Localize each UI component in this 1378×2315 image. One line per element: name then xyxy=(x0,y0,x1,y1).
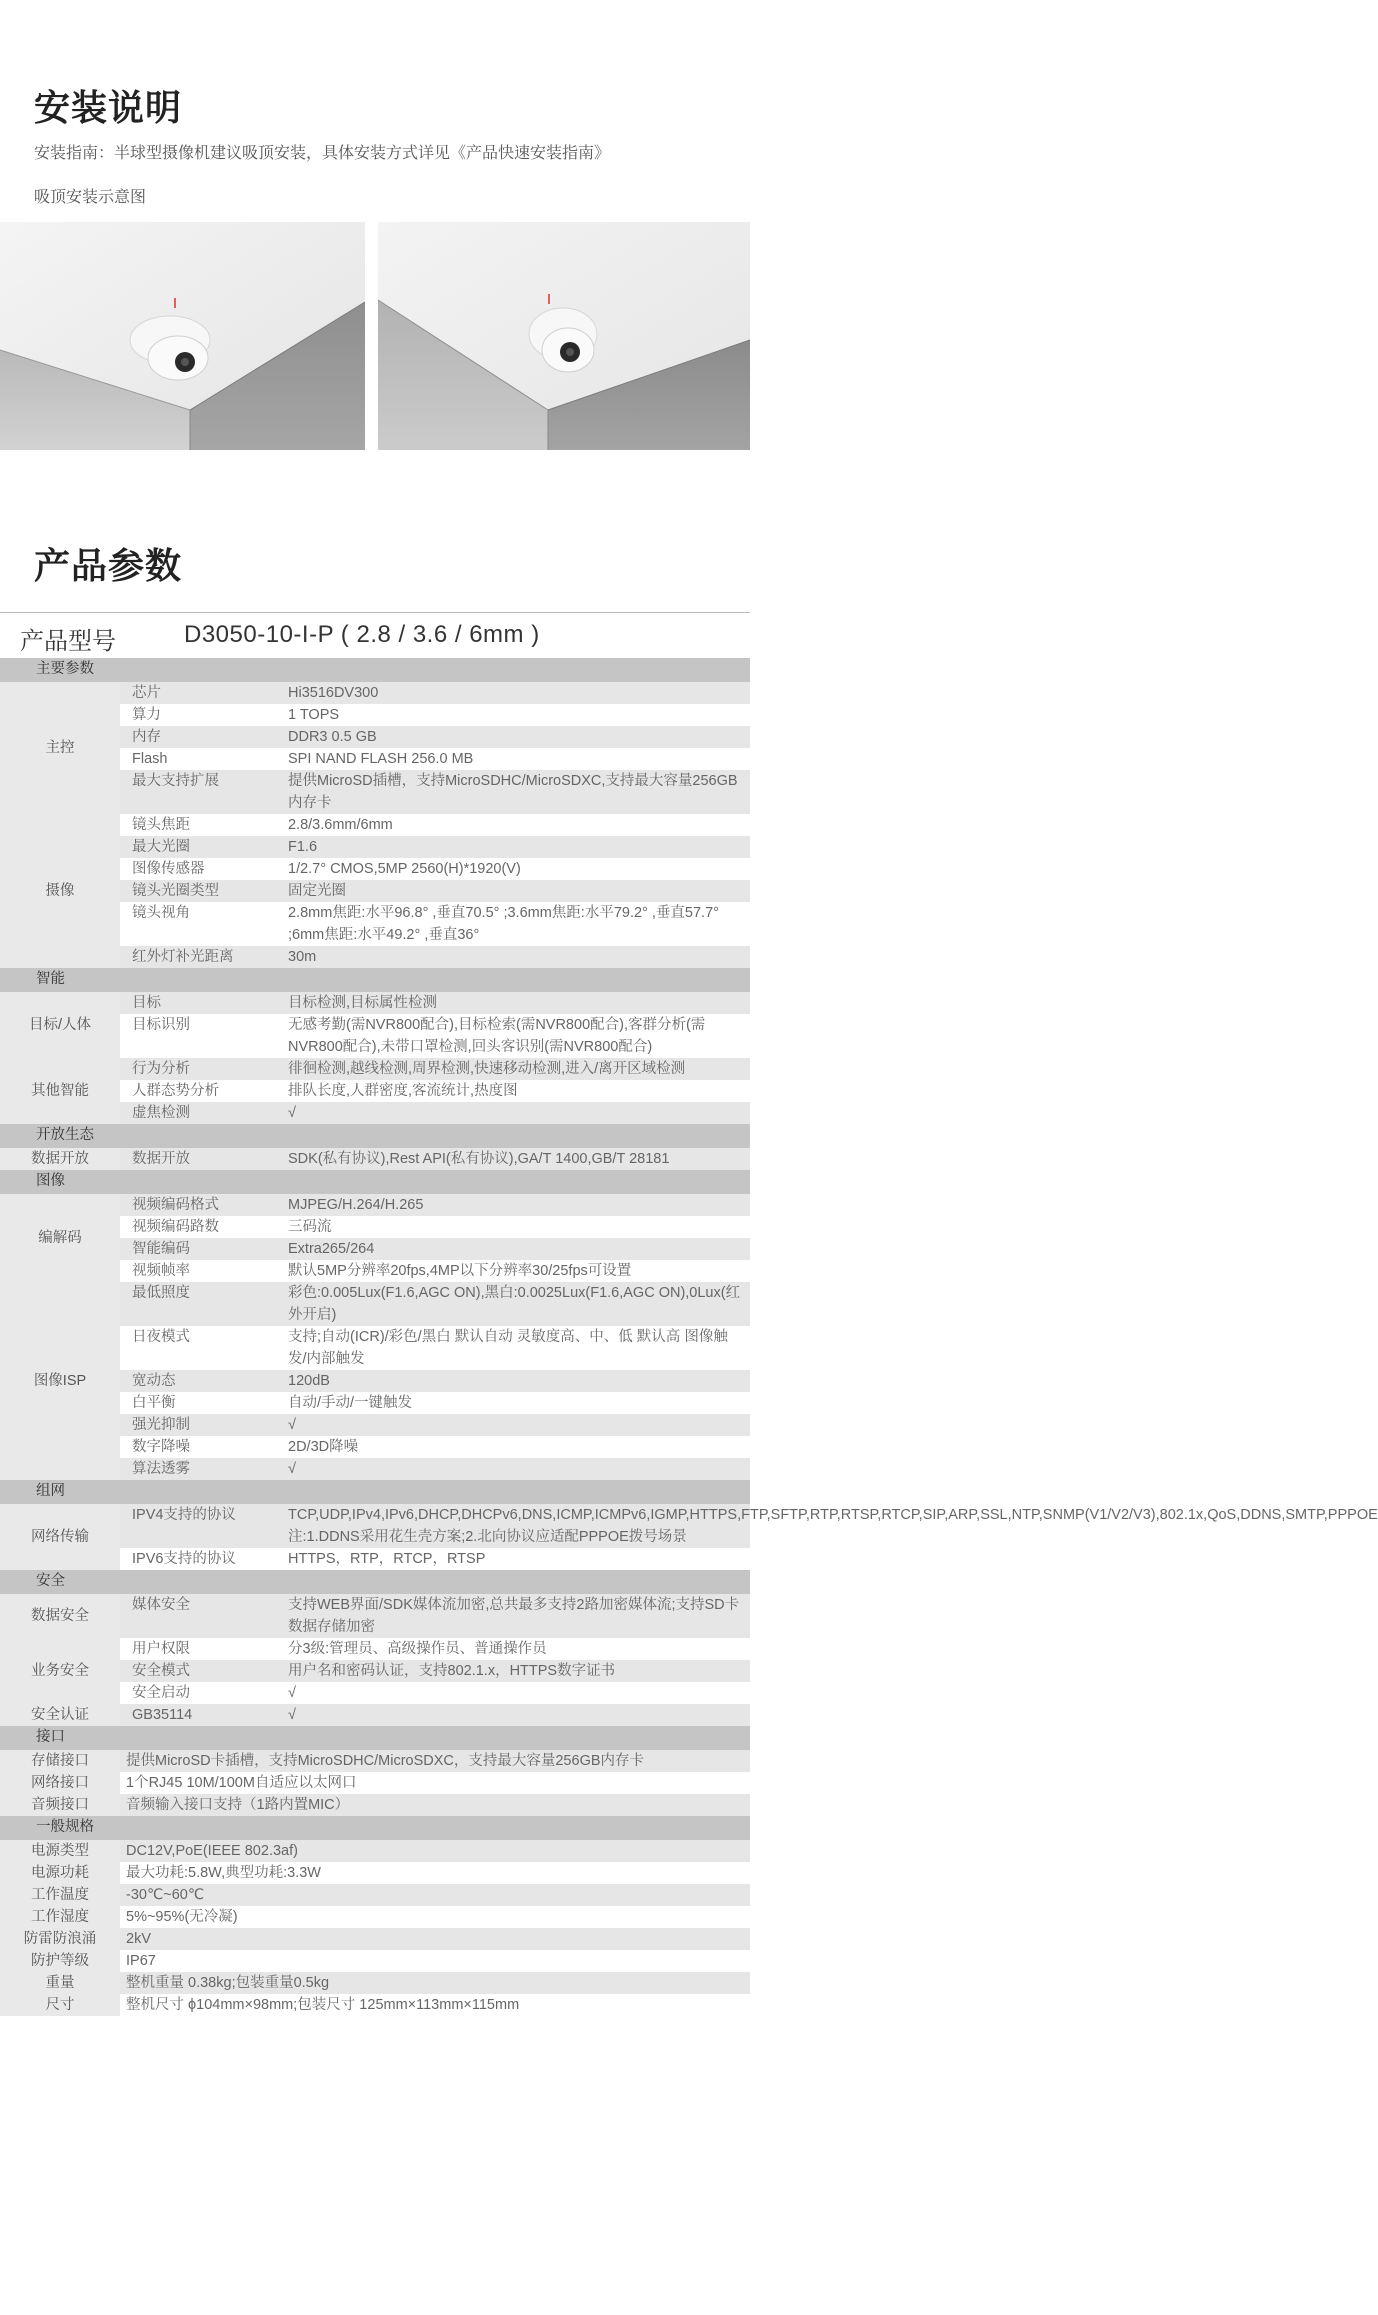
spec-row xyxy=(0,1282,750,1326)
section-header-label: 接口 xyxy=(0,1726,750,1750)
spec-key: GB35114 xyxy=(120,1704,284,1726)
spec-key: 防雷防浪涌 xyxy=(0,1928,120,1950)
spec-key: 视频编码格式 xyxy=(120,1194,284,1216)
spec-row xyxy=(0,992,750,1014)
spec-value: 1个RJ45 10M/100M自适应以太网口 xyxy=(120,1772,750,1794)
spec-row xyxy=(0,1148,750,1170)
section-header xyxy=(0,1480,750,1504)
spec-key: 目标识别 xyxy=(120,1014,284,1058)
spec-value: 无感考勤(需NVR800配合),目标检索(需NVR800配合),客群分析(需NVR800配合),未带口罩检测,回头客识别(需NVR800配合) xyxy=(284,1014,750,1058)
spec-row xyxy=(0,814,750,836)
section-header xyxy=(0,1726,750,1750)
spec-row xyxy=(0,1504,750,1548)
spec-row xyxy=(0,1638,750,1660)
section-header-label: 安全 xyxy=(0,1570,750,1594)
spec-table xyxy=(0,658,1378,2016)
spec-value: 目标检测,目标属性检测 xyxy=(284,992,750,1014)
spec-key: 工作温度 xyxy=(0,1884,120,1906)
spec-key: 媒体安全 xyxy=(120,1594,284,1638)
spec-value: 2kV xyxy=(120,1928,750,1950)
spec-key: 音频接口 xyxy=(0,1794,120,1816)
spec-key: 图像传感器 xyxy=(120,858,284,880)
group-label: 目标/人体 xyxy=(0,992,120,1058)
group-label: 其他智能 xyxy=(0,1058,120,1124)
spec-value: √ xyxy=(284,1102,750,1124)
ceiling-install-photo-right xyxy=(378,222,750,450)
spec-key: Flash xyxy=(120,748,284,770)
group-label: 数据开放 xyxy=(0,1148,120,1170)
spec-key: IPV6支持的协议 xyxy=(120,1548,284,1570)
spec-value: HTTPS，RTP，RTCP，RTSP xyxy=(284,1548,750,1570)
spec-row xyxy=(0,1950,750,1972)
spec-key: 宽动态 xyxy=(120,1370,284,1392)
spec-key: 电源类型 xyxy=(0,1840,120,1862)
spec-key: 人群态势分析 xyxy=(120,1080,284,1102)
spec-value: √ xyxy=(284,1704,750,1726)
section-header-label: 智能 xyxy=(0,968,750,992)
spec-value: 1/2.7° CMOS,5MP 2560(H)*1920(V) xyxy=(284,858,750,880)
spec-value: 默认5MP分辨率20fps,4MP以下分辨率30/25fps可设置 xyxy=(284,1260,750,1282)
section-header xyxy=(0,1816,750,1840)
section-header xyxy=(0,1170,750,1194)
spec-value: MJPEG/H.264/H.265 xyxy=(284,1194,750,1216)
section-header-label: 主要参数 xyxy=(0,658,750,682)
spec-key: 重量 xyxy=(0,1972,120,1994)
spec-value: 自动/手动/一键触发 xyxy=(284,1392,750,1414)
spec-value: 提供MicroSD卡插槽，支持MicroSDHC/MicroSDXC，支持最大容量256GB内存卡 xyxy=(120,1750,750,1772)
group-label: 网络传输 xyxy=(0,1504,120,1570)
spec-value: 排队长度,人群密度,客流统计,热度图 xyxy=(284,1080,750,1102)
group-label: 业务安全 xyxy=(0,1638,120,1704)
spec-row xyxy=(0,1194,750,1216)
spec-value: 2.8mm焦距:水平96.8° ,垂直70.5° ;3.6mm焦距:水平79.2° ,垂直57.7° ;6mm焦距:水平49.2° ,垂直36° xyxy=(284,902,750,946)
spec-value: 120dB xyxy=(284,1370,750,1392)
spec-value: SDK(私有协议),Rest API(私有协议),GA/T 1400,GB/T 28181 xyxy=(284,1148,750,1170)
spec-value: Hi3516DV300 xyxy=(284,682,750,704)
section-header-label: 一般规格 xyxy=(0,1816,750,1840)
spec-value: Extra265/264 xyxy=(284,1238,750,1260)
spec-key: 数据开放 xyxy=(120,1148,284,1170)
section-header-label: 组网 xyxy=(0,1480,750,1504)
spec-key: 强光抑制 xyxy=(120,1414,284,1436)
spec-key: 最大光圈 xyxy=(120,836,284,858)
spec-key: 视频编码路数 xyxy=(120,1216,284,1238)
spec-key: 镜头视角 xyxy=(120,902,284,946)
group-label: 图像ISP xyxy=(0,1282,120,1480)
section-header xyxy=(0,968,750,992)
ceiling-install-photo-left xyxy=(0,222,365,450)
spec-key: 虚焦检测 xyxy=(120,1102,284,1124)
spec-value: 30m xyxy=(284,946,750,968)
spec-value: SPI NAND FLASH 256.0 MB xyxy=(284,748,750,770)
spec-key: 行为分析 xyxy=(120,1058,284,1080)
group-label: 摄像 xyxy=(0,814,120,968)
spec-key: 日夜模式 xyxy=(120,1326,284,1370)
install-caption: 吸顶安装示意图 xyxy=(34,189,147,206)
spec-key: 网络接口 xyxy=(0,1772,120,1794)
spec-value: 提供MicroSD插槽，支持MicroSDHC/MicroSDXC,支持最大容量256GB内存卡 xyxy=(284,770,750,814)
spec-value: DC12V,PoE(IEEE 802.3af) xyxy=(120,1840,750,1862)
spec-key: 用户权限 xyxy=(120,1638,284,1660)
spec-value: 支持;自动(ICR)/彩色/黑白 默认自动 灵敏度高、中、低 默认高 图像触发/内部触发 xyxy=(284,1326,750,1370)
spec-row xyxy=(0,1928,750,1950)
spec-value: 整机重量 0.38kg;包装重量0.5kg xyxy=(120,1972,750,1994)
spec-value: 分3级:管理员、高级操作员、普通操作员 xyxy=(284,1638,750,1660)
section-header xyxy=(0,1124,750,1148)
spec-key: 红外灯补光距离 xyxy=(120,946,284,968)
install-guide: 安装指南：半球型摄像机建议吸顶安装，具体安装方式详见《产品快速安装指南》 xyxy=(34,145,611,162)
spec-key: 电源功耗 xyxy=(0,1862,120,1884)
spec-key: 目标 xyxy=(120,992,284,1014)
spec-key: 内存 xyxy=(120,726,284,748)
spec-value: -30℃~60℃ xyxy=(120,1884,750,1906)
spec-row xyxy=(0,1884,750,1906)
spec-row xyxy=(0,1594,750,1638)
spec-key: IPV4支持的协议 xyxy=(120,1504,284,1548)
spec-value: 2D/3D降噪 xyxy=(284,1436,750,1458)
spec-key: 算力 xyxy=(120,704,284,726)
group-label: 主控 xyxy=(0,682,120,814)
spec-value: √ xyxy=(284,1458,750,1480)
spec-value: F1.6 xyxy=(284,836,750,858)
spec-key: 存储接口 xyxy=(0,1750,120,1772)
spec-row xyxy=(0,1058,750,1080)
spec-key: 芯片 xyxy=(120,682,284,704)
spec-key: 视频帧率 xyxy=(120,1260,284,1282)
spec-value: 用户名和密码认证，支持802.1.x，HTTPS数字证书 xyxy=(284,1660,750,1682)
spec-value: 整机尺寸 ϕ104mm×98mm;包装尺寸 125mm×113mm×115mm xyxy=(120,1994,750,2016)
spec-row xyxy=(0,1972,750,1994)
spec-key: 数字降噪 xyxy=(120,1436,284,1458)
spec-key: 智能编码 xyxy=(120,1238,284,1260)
spec-value: DDR3 0.5 GB xyxy=(284,726,750,748)
spec-value: 支持WEB界面/SDK媒体流加密,总共最多支持2路加密媒体流;支持SD卡数据存储加密 xyxy=(284,1594,750,1638)
model-value: D3050-10-I-P ( 2.8 / 3.6 / 6mm ) xyxy=(184,621,540,648)
spec-value: 彩色:0.005Lux(F1.6,AGC ON),黑白:0.0025Lux(F1.6,AGC ON),0Lux(红外开启) xyxy=(284,1282,750,1326)
spec-value: 三码流 xyxy=(284,1216,750,1238)
spec-value: 2.8/3.6mm/6mm xyxy=(284,814,750,836)
spec-value: IP67 xyxy=(120,1950,750,1972)
spec-value: 固定光圈 xyxy=(284,880,750,902)
spec-value: TCP,UDP,IPv4,IPv6,DHCP,DHCPv6,DNS,ICMP,ICMPv6,IGMP,HTTPS,FTP,SFTP,RTP,RTSP,RTCP,SIP,ARP,SSL,NTP,SNMP(V1/V2/V3),802.1x,QoS,DDNS,SMTP,PPPOE 注:1.DDNS采用花生壳方案;2.北向协议应适配PPPOE拨号场景 xyxy=(284,1504,750,1548)
spec-key: 白平衡 xyxy=(120,1392,284,1414)
spec-value: 5%~95%(无冷凝) xyxy=(120,1906,750,1928)
spec-key: 防护等级 xyxy=(0,1950,120,1972)
model-row xyxy=(0,612,750,656)
spec-row xyxy=(0,1862,750,1884)
spec-key: 安全启动 xyxy=(120,1682,284,1704)
model-label: 产品型号 xyxy=(20,628,116,655)
spec-key: 镜头焦距 xyxy=(120,814,284,836)
group-label: 编解码 xyxy=(0,1194,120,1282)
section-header xyxy=(0,658,750,682)
section-header-label: 开放生态 xyxy=(0,1124,750,1148)
spec-key: 最大支持扩展 xyxy=(120,770,284,814)
params-title: 产品参数 xyxy=(34,545,183,586)
spec-row xyxy=(0,1994,750,2016)
spec-key: 最低照度 xyxy=(120,1282,284,1326)
spec-value: 音频输入接口支持（1路内置MIC） xyxy=(120,1794,750,1816)
spec-row xyxy=(0,1906,750,1928)
spec-row xyxy=(0,1772,750,1794)
group-label: 数据安全 xyxy=(0,1594,120,1638)
spec-row xyxy=(0,1704,750,1726)
spec-value: 徘徊检测,越线检测,周界检测,快速移动检测,进入/离开区域检测 xyxy=(284,1058,750,1080)
spec-row xyxy=(0,682,750,704)
spec-row xyxy=(0,1840,750,1862)
section-header-label: 图像 xyxy=(0,1170,750,1194)
spec-value: √ xyxy=(284,1414,750,1436)
group-label: 安全认证 xyxy=(0,1704,120,1726)
spec-row xyxy=(0,1794,750,1816)
section-header xyxy=(0,1570,750,1594)
spec-value: √ xyxy=(284,1682,750,1704)
spec-key: 算法透雾 xyxy=(120,1458,284,1480)
spec-key: 安全模式 xyxy=(120,1660,284,1682)
spec-value: 1 TOPS xyxy=(284,704,750,726)
spec-key: 镜头光圈类型 xyxy=(120,880,284,902)
spec-key: 工作湿度 xyxy=(0,1906,120,1928)
spec-row xyxy=(0,1750,750,1772)
spec-value: 最大功耗:5.8W,典型功耗:3.3W xyxy=(120,1862,750,1884)
install-title: 安装说明 xyxy=(34,87,183,128)
spec-key: 尺寸 xyxy=(0,1994,120,2016)
